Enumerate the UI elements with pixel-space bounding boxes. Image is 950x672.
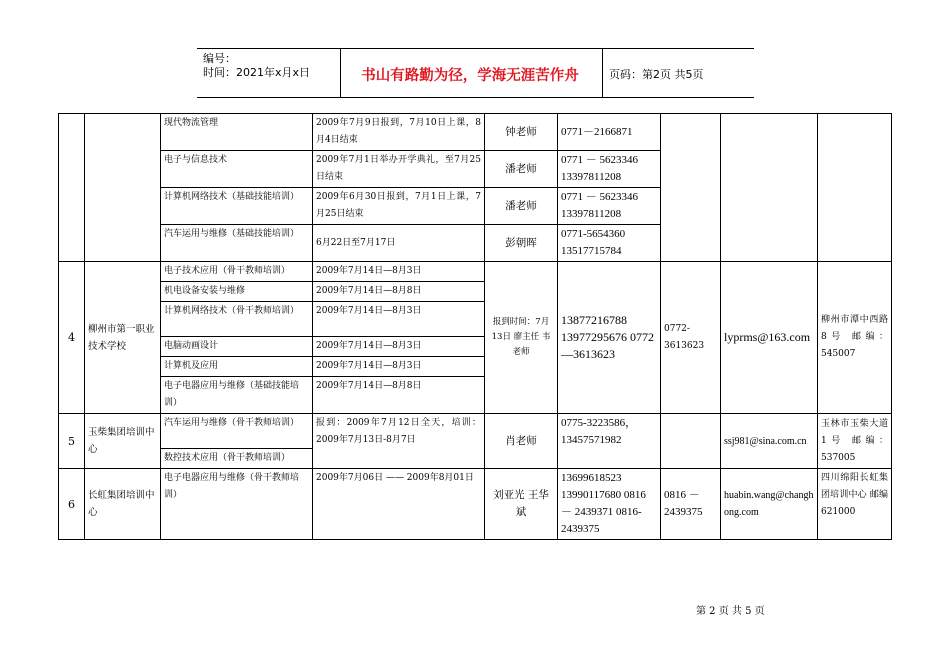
page-footer: 第 2 页 共 5 页 [696, 606, 765, 617]
course-cell: 计算机及应用 [161, 357, 313, 377]
course-cell: 机电设备安装与维修 [161, 282, 313, 302]
header-page-number: 页码：第2页 共5页 [609, 68, 704, 81]
doc-time-label: 时间：2021年x月x日 [203, 66, 311, 79]
date-cell: 2009年6月30日报到，7月1日上课，7月25日结束 [313, 188, 485, 225]
phone-cell: 0771-5654360 13517715784 [558, 225, 661, 262]
email-cell: ssj981@sina.com.cn [721, 414, 818, 469]
phone-cell: 0775-3223586，13457571982 [558, 414, 661, 469]
course-cell: 汽车运用与维修（骨干教师培训） [161, 414, 313, 449]
fax-cell [661, 414, 721, 469]
doc-number-label: 编号： [203, 52, 236, 65]
course-cell: 汽车运用与维修（基础技能培训） [161, 225, 313, 262]
address-cell: 玉林市玉柴大道1号 邮编：537005 [818, 414, 892, 469]
date-cell: 2009年7月14日—8月3日 [313, 302, 485, 337]
course-cell: 数控技术应用（骨干教师培训） [161, 449, 313, 469]
phone-cell: 0771－2166871 [558, 114, 661, 151]
email-cell: lyprms@163.com [721, 262, 818, 414]
page-header [197, 48, 754, 98]
email-cell [721, 114, 818, 262]
date-cell: 2009年7月14日—8月3日 [313, 357, 485, 377]
email-cell: huabin.wang@changhong.com [721, 469, 818, 540]
date-cell: 2009年7月14日—8月3日 [313, 262, 485, 282]
table-row [59, 414, 892, 449]
date-cell: 2009年7月14日—8月8日 [313, 282, 485, 302]
fax-cell: 0816 － 2439375 [661, 469, 721, 540]
teacher-cell: 潘老师 [485, 151, 558, 188]
course-cell: 电子电器应用与维修（骨干教师培训） [161, 469, 313, 540]
header-meta [203, 52, 310, 80]
teacher-cell: 潘老师 [485, 188, 558, 225]
fax-cell: 0772-3613623 [661, 262, 721, 414]
date-cell: 2009年7月9日报到，7月10日上课，8月4日结束 [313, 114, 485, 151]
date-cell: 2009年7月1日举办开学典礼，至7月25日结束 [313, 151, 485, 188]
date-cell: 报到：2009年7月12日全天，培训：2009年7月13日-8月7日 [313, 414, 485, 469]
course-cell: 计算机网络技术（骨干教师培训） [161, 302, 313, 337]
course-cell: 计算机网络技术（基础技能培训） [161, 188, 313, 225]
teacher-cell: 报到时间：7月13日 廖主任 韦老师 [485, 262, 558, 414]
row-number: 4 [59, 262, 85, 414]
date-cell: 2009年7月06日 —— 2009年8月01日 [313, 469, 485, 540]
course-cell: 电脑动画设计 [161, 337, 313, 357]
course-cell: 电子与信息技术 [161, 151, 313, 188]
table-row [59, 469, 892, 540]
date-cell: 2009年7月14日—8月8日 [313, 377, 485, 414]
date-cell: 6月22日至7月17日 [313, 225, 485, 262]
school-cell [85, 114, 161, 262]
school-name: 柳州市第一职业技术学校 [85, 262, 161, 414]
course-cell: 电子技术应用（骨干教师培训） [161, 262, 313, 282]
teacher-cell: 彭朝晖 [485, 225, 558, 262]
header-divider [602, 49, 603, 97]
row-number: 5 [59, 414, 85, 469]
course-cell: 现代物流管理 [161, 114, 313, 151]
table-row [59, 114, 892, 151]
fax-cell [661, 114, 721, 262]
teacher-cell: 钟老师 [485, 114, 558, 151]
course-cell: 电子电器应用与维修（基础技能培训） [161, 377, 313, 414]
phone-cell: 0771 － 5623346 13397811208 [558, 188, 661, 225]
phone-cell: 13877216788 13977295676 0772—3613623 [558, 262, 661, 414]
address-cell: 柳州市潭中西路8号 邮编：545007 [818, 262, 892, 414]
row-number-cell [59, 114, 85, 262]
date-cell: 2009年7月14日—8月3日 [313, 337, 485, 357]
teacher-cell: 刘亚光 王华斌 [485, 469, 558, 540]
address-cell [818, 114, 892, 262]
header-motto: 书山有路勤为径，学海无涯苦作舟 [361, 68, 579, 84]
school-name: 玉柴集团培训中心 [85, 414, 161, 469]
table-row [59, 262, 892, 282]
phone-cell: 0771 － 5623346 13397811208 [558, 151, 661, 188]
phone-cell: 13699618523 13990117680 0816 － 2439371 0816-2439375 [558, 469, 661, 540]
training-schedule-table [58, 113, 892, 540]
school-name: 长虹集团培训中心 [85, 469, 161, 540]
teacher-cell: 肖老师 [485, 414, 558, 469]
row-number: 6 [59, 469, 85, 540]
address-cell: 四川绵阳长虹集团培训中心 邮编621000 [818, 469, 892, 540]
